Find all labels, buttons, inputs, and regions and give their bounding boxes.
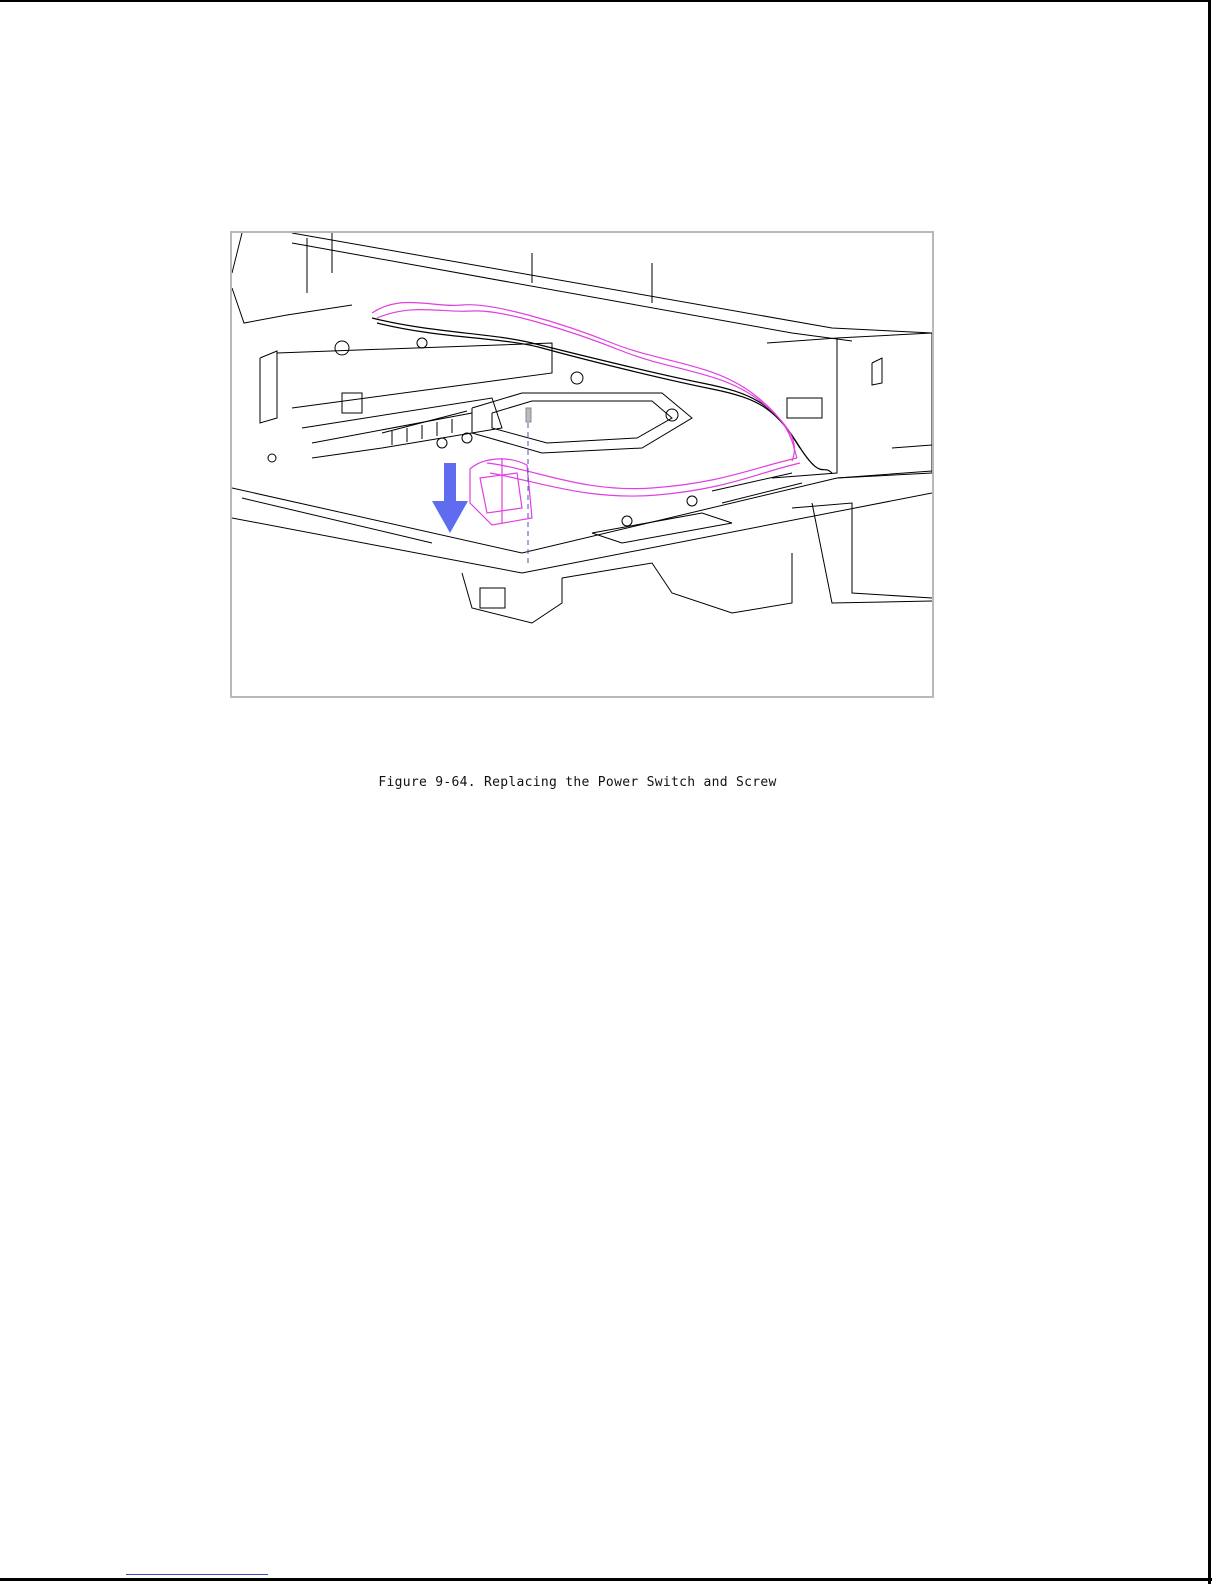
figure-illustration	[230, 231, 934, 698]
page-top-rule	[0, 0, 1210, 2]
page-right-rule	[1208, 0, 1211, 1584]
power-switch-line-drawing	[232, 233, 932, 696]
footer-link[interactable]	[126, 1574, 268, 1575]
down-arrow-icon	[432, 463, 468, 533]
figure-caption: Figure 9-64. Replacing the Power Switch and Screw	[378, 775, 777, 790]
page-bottom-rule	[0, 1578, 1212, 1581]
